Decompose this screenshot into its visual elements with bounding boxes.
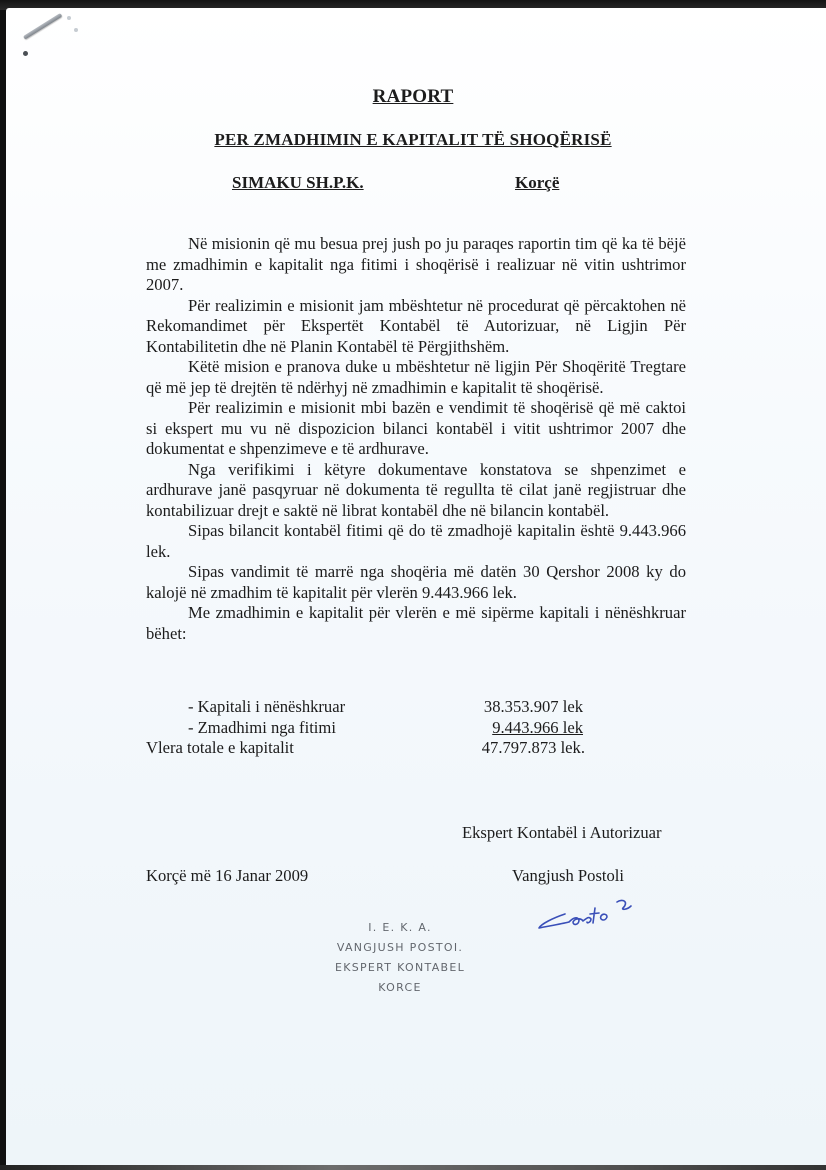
capital-value-text: 9.443.966 lek: [492, 717, 583, 737]
capital-label: Vlera totale e kapitalit: [146, 738, 294, 757]
stamp-line: VANGJUSH POSTOI.: [336, 941, 464, 954]
capital-label: - Kapitali i nënëshkruar: [188, 697, 346, 716]
paragraph: Për realizimin e misionit jam mbështetur në procedurat që përcaktohen në Rekomandimet për Ekspertët Kontabël të Autorizuar, në Ligjin Për Kontabilitetin dhe në Planin Kontabël të Përgjithshëm.: [146, 295, 686, 356]
document-title: RAPORT: [372, 86, 454, 107]
report-body: [146, 234, 686, 644]
signatory-name: Vangjush Postoli: [512, 866, 625, 885]
scan-bottom-edge: [0, 1165, 826, 1170]
stamp-line: KORCE: [378, 981, 422, 994]
capital-value: [468, 718, 583, 739]
staple-hole: [67, 16, 71, 20]
place-date: Korçë më 16 Janar 2009: [146, 866, 309, 885]
staple-end: [23, 51, 28, 56]
official-stamp: [300, 918, 500, 998]
paragraph: Për realizimin e misionit mbi bazën e vendimit të shoqërisë që më caktoi si ekspert mu vu në dispozicion bilanci kontabël i vitit ushtrimor 2007 dhe dokumentat e shpenzimeve e të ardhurave.: [146, 398, 686, 458]
signature-stroke: [539, 900, 631, 928]
paragraph: Me zmadhimin e kapitalit për vlerën e më sipërme kapitali i nënëshkruar bëhet:: [146, 603, 686, 643]
paragraph: Këtë mision e pranova duke u mbështetur në ligjin Për Shoqëritë Tregtare që më jep të drejtën të ndërhyj në zmadhimin e kapitalit të shoqërisë.: [146, 357, 686, 397]
capital-label: - Zmadhimi nga fitimi: [188, 717, 336, 737]
capital-value: 38.353.907 lek: [483, 697, 583, 716]
capital-value: 47.797.873 lek.: [481, 738, 585, 757]
paragraph: Sipas bilancit kontabël fitimi që do të zmadhojë kapitalin është 9.443.966 lek.: [146, 521, 686, 561]
stamp-line: I. E. K. A.: [368, 921, 432, 934]
paragraph: Nga verifikimi i këtyre dokumentave konstatova se shpenzimet e ardhurave janë pasqyruar në dokumenta të regullta të cilat janë regjistruar dhe kontabilizuar drejt e saktë në librat kontabël dhe në bilancin kontabël.: [146, 459, 686, 520]
company-name: SIMAKU SH.P.K.: [232, 173, 364, 192]
staple-hole: [74, 28, 78, 32]
paragraph: Sipas vandimit të marrë nga shoqëria më datën 30 Qershor 2008 ky do kalojë në zmadhim të kapitalit për vlerën 9.443.966 lek.: [146, 562, 686, 602]
company-city: Korçë: [515, 173, 560, 192]
document-subtitle: PER ZMADHIMIN E KAPITALIT TË SHOQËRISË: [214, 130, 612, 149]
paragraph: Në misionin që mu besua prej jush po ju paraqes raportin tim që ka të bëjë me zmadhimin e kapitalit nga fitimi i shoqërisë i realizuar në vitin ushtrimor 2007.: [146, 234, 686, 294]
handwritten-signature: [535, 888, 655, 936]
signatory-role: Ekspert Kontabël i Autorizuar: [462, 823, 662, 842]
stamp-line: EKSPERT KONTABEL: [334, 961, 466, 974]
